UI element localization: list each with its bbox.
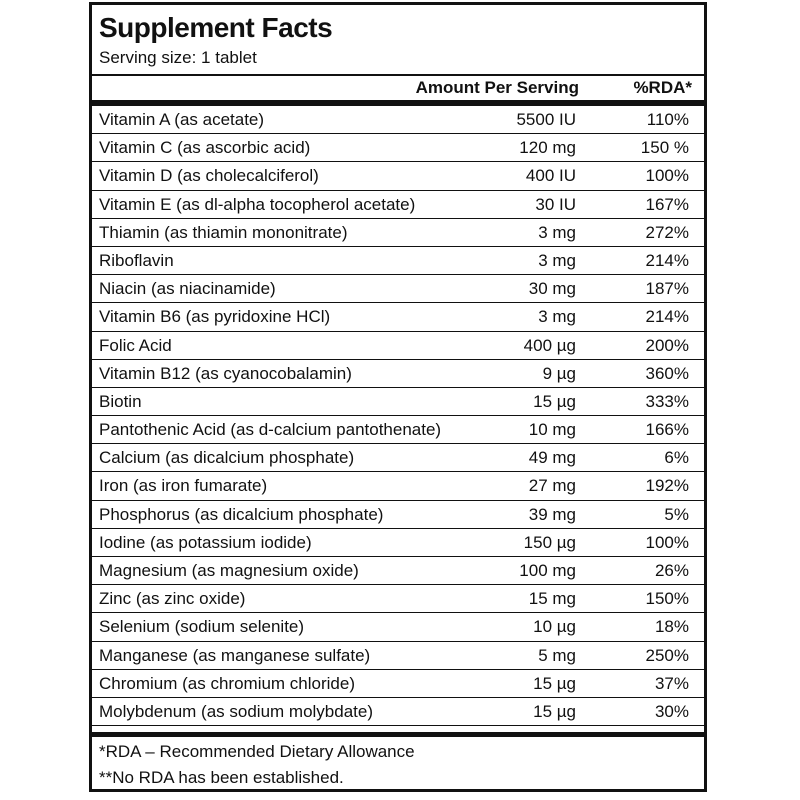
nutrient-rda: 272% bbox=[645, 222, 689, 242]
nutrient-rda: 187% bbox=[645, 279, 689, 299]
serving-size: Serving size: 1 tablet bbox=[99, 48, 257, 67]
nutrient-name: Vitamin E (as dl-alpha tocopherol acetate) bbox=[99, 194, 416, 214]
nutrient-name: Biotin bbox=[99, 391, 142, 411]
nutrient-rda: 166% bbox=[645, 420, 689, 440]
nutrient-amount: 5 mg bbox=[538, 645, 576, 665]
table-row bbox=[92, 444, 704, 472]
table-row bbox=[92, 275, 704, 303]
rda-column-header: %RDA* bbox=[633, 78, 692, 97]
nutrient-name: Vitamin B12 (as cyanocobalamin) bbox=[99, 363, 352, 383]
nutrient-amount: 15 mg bbox=[528, 589, 576, 609]
nutrient-amount: 27 mg bbox=[528, 476, 576, 496]
nutrient-name: Vitamin C (as ascorbic acid) bbox=[99, 138, 311, 158]
nutrient-rda: 167% bbox=[645, 194, 689, 214]
nutrient-rda: 26% bbox=[654, 561, 689, 580]
table-row bbox=[92, 416, 704, 444]
table-row bbox=[92, 642, 704, 670]
nutrient-name: Vitamin D (as cholecalciferol) bbox=[99, 166, 319, 186]
nutrient-rda: 214% bbox=[645, 250, 689, 270]
nutrient-name: Zinc (as zinc oxide) bbox=[99, 589, 246, 609]
nutrient-rda: 37% bbox=[654, 673, 689, 693]
nutrient-rda: 30% bbox=[654, 701, 689, 721]
nutrient-amount: 3 mg bbox=[538, 222, 576, 242]
nutrient-rda: 150% bbox=[645, 589, 689, 609]
nutrient-amount: 30 IU bbox=[535, 194, 576, 214]
nutrient-name: Calcium (as dicalcium phosphate) bbox=[99, 448, 355, 468]
nutrient-rda: 5% bbox=[664, 504, 689, 524]
divider bbox=[92, 74, 704, 76]
nutrient-amount: 15 µg bbox=[533, 391, 576, 411]
nutrient-name: Phosphorus (as dicalcium phosphate) bbox=[99, 504, 384, 524]
thick-divider-bottom bbox=[92, 732, 704, 737]
table-row bbox=[92, 191, 704, 219]
nutrient-amount: 5500 IU bbox=[516, 110, 576, 129]
nutrient-rda: 192% bbox=[645, 476, 689, 496]
footnote-rda: *RDA – Recommended Dietary Allowance bbox=[99, 742, 415, 761]
table-row bbox=[92, 303, 704, 331]
nutrient-rda: 100% bbox=[645, 166, 689, 186]
table-row bbox=[92, 219, 704, 247]
nutrient-amount: 39 mg bbox=[528, 504, 576, 524]
nutrient-name: Magnesium (as magnesium oxide) bbox=[99, 561, 359, 580]
nutrient-rda: 200% bbox=[645, 335, 689, 355]
nutrient-name: Vitamin B6 (as pyridoxine HCl) bbox=[99, 307, 331, 327]
nutrient-name: Manganese (as manganese sulfate) bbox=[99, 645, 371, 665]
table-row bbox=[92, 332, 704, 360]
nutrient-name: Riboflavin bbox=[99, 250, 174, 270]
nutrient-name: Folic Acid bbox=[99, 335, 172, 355]
nutrient-name: Iron (as iron fumarate) bbox=[99, 476, 268, 496]
nutrient-amount: 120 mg bbox=[519, 138, 576, 158]
nutrient-name: Niacin (as niacinamide) bbox=[99, 279, 276, 299]
nutrient-amount: 15 µg bbox=[533, 701, 576, 721]
table-row bbox=[92, 162, 704, 190]
table-row bbox=[92, 247, 704, 275]
nutrient-amount: 10 mg bbox=[528, 420, 576, 440]
amount-column-header: Amount Per Serving bbox=[415, 78, 579, 97]
nutrient-amount: 400 IU bbox=[525, 166, 576, 186]
table-row bbox=[92, 472, 704, 500]
nutrient-rda: 150 % bbox=[640, 138, 689, 158]
nutrient-rda: 110% bbox=[646, 110, 689, 129]
table-row bbox=[92, 670, 704, 698]
supplement-facts-panel bbox=[89, 2, 707, 792]
nutrient-name: Thiamin (as thiamin mononitrate) bbox=[99, 222, 348, 242]
nutrient-name: Chromium (as chromium chloride) bbox=[99, 673, 356, 693]
nutrient-rda: 18% bbox=[654, 617, 689, 637]
table-row bbox=[92, 529, 704, 557]
nutrient-rda: 214% bbox=[645, 307, 689, 327]
table-row bbox=[92, 501, 704, 529]
nutrient-rda: 100% bbox=[645, 532, 689, 552]
nutrient-amount: 15 µg bbox=[533, 673, 576, 693]
nutrient-name: Pantothenic Acid (as d-calcium pantothenate) bbox=[99, 420, 442, 440]
nutrient-name: Vitamin A (as acetate) bbox=[99, 110, 265, 129]
nutrient-amount: 100 mg bbox=[519, 561, 576, 580]
footnote-no-rda: **No RDA has been established. bbox=[99, 768, 344, 787]
nutrient-amount: 10 µg bbox=[533, 617, 576, 637]
table-row bbox=[92, 698, 704, 726]
table-row bbox=[92, 388, 704, 416]
nutrient-amount: 30 mg bbox=[528, 279, 576, 299]
panel-title: Supplement Facts bbox=[99, 12, 333, 43]
nutrient-rda: 360% bbox=[645, 363, 689, 383]
table-row bbox=[92, 613, 704, 641]
nutrient-name: Iodine (as potassium iodide) bbox=[99, 532, 312, 552]
nutrient-name: Molybdenum (as sodium molybdate) bbox=[99, 701, 374, 721]
nutrient-name: Selenium (sodium selenite) bbox=[99, 617, 305, 637]
nutrient-amount: 3 mg bbox=[538, 250, 576, 270]
table-row bbox=[92, 360, 704, 388]
nutrient-amount: 3 mg bbox=[538, 307, 576, 327]
nutrient-rda: 250% bbox=[645, 645, 689, 665]
nutrient-amount: 49 mg bbox=[528, 448, 576, 468]
nutrient-amount: 9 µg bbox=[542, 363, 576, 383]
table-row bbox=[92, 557, 704, 585]
nutrient-table bbox=[92, 106, 704, 726]
table-row bbox=[92, 134, 704, 162]
nutrient-rda: 333% bbox=[645, 391, 689, 411]
nutrient-amount: 400 µg bbox=[523, 335, 576, 355]
nutrient-rda: 6% bbox=[664, 448, 689, 468]
nutrient-amount: 150 µg bbox=[523, 532, 576, 552]
table-row bbox=[92, 106, 704, 134]
table-row bbox=[92, 585, 704, 613]
